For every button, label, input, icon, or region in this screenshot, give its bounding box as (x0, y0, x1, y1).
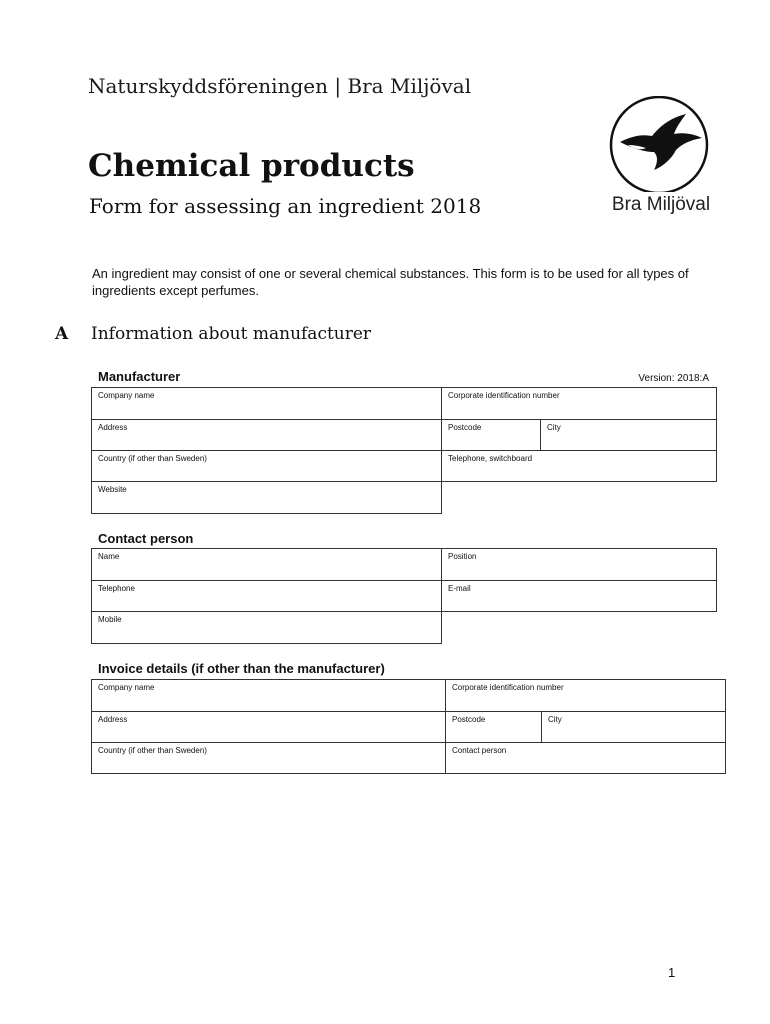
field-label: Mobile (98, 615, 122, 624)
field-label: Address (98, 423, 128, 432)
contact-email-field[interactable] (441, 580, 717, 612)
page-title: Chemical products (88, 148, 415, 184)
field-label: Postcode (448, 423, 482, 432)
manufacturer-city-field[interactable] (540, 419, 717, 451)
swan-logo-icon (598, 96, 724, 192)
field-label: Name (98, 552, 120, 561)
manufacturer-heading: Manufacturer (98, 369, 181, 384)
field-label: City (548, 715, 562, 724)
field-label: Telephone (98, 584, 135, 593)
invoice-address-field[interactable] (91, 711, 446, 743)
intro-text: An ingredient may consist of one or several chemical substances. This form is to be used for all types of ingredients except perfumes. (92, 266, 689, 298)
field-label: Company name (98, 683, 155, 692)
contact-heading: Contact person (98, 531, 194, 546)
manufacturer-website-field[interactable] (91, 481, 442, 514)
contact-name-field[interactable] (91, 548, 442, 581)
organization-name: Naturskyddsföreningen | Bra Miljöval (88, 74, 472, 98)
field-label: Country (if other than Sweden) (98, 454, 207, 463)
contact-mobile-field[interactable] (91, 611, 442, 644)
invoice-company-name-field[interactable] (91, 679, 446, 712)
contact-position-field[interactable] (441, 548, 717, 581)
field-label: Telephone, switchboard (448, 454, 533, 463)
field-label: City (547, 423, 561, 432)
field-label: Website (98, 485, 127, 494)
page-number: 1 (668, 965, 676, 980)
contact-telephone-field[interactable] (91, 580, 442, 612)
field-label: Corporate identification number (452, 683, 564, 692)
manufacturer-country-field[interactable] (91, 450, 442, 482)
manufacturer-company-name-field[interactable] (91, 387, 442, 420)
field-label: Contact person (452, 746, 507, 755)
invoice-postcode-field[interactable] (445, 711, 542, 743)
manufacturer-telephone-field[interactable] (441, 450, 717, 482)
invoice-country-field[interactable] (91, 742, 446, 774)
manufacturer-postcode-field[interactable] (441, 419, 541, 451)
manufacturer-corp-id-field[interactable] (441, 387, 717, 420)
field-label: E-mail (448, 584, 471, 593)
manufacturer-address-field[interactable] (91, 419, 442, 451)
field-label: Position (448, 552, 477, 561)
bra-miljoval-logo (598, 96, 724, 226)
invoice-corp-id-field[interactable] (445, 679, 726, 712)
section-title: Information about manufacturer (91, 324, 372, 344)
page-subtitle: Form for assessing an ingredient 2018 (89, 194, 482, 218)
field-label: Address (98, 715, 128, 724)
field-label: Postcode (452, 715, 486, 724)
field-label: Country (if other than Sweden) (98, 746, 207, 755)
version-label: Version: 2018:A (638, 373, 709, 384)
section-letter: A (55, 324, 69, 344)
invoice-contact-person-field[interactable] (445, 742, 726, 774)
invoice-city-field[interactable] (541, 711, 726, 743)
field-label: Company name (98, 391, 155, 400)
logo-text: Bra Miljöval (611, 194, 711, 215)
invoice-heading: Invoice details (if other than the manufacturer) (98, 661, 385, 676)
field-label: Corporate identification number (448, 391, 560, 400)
